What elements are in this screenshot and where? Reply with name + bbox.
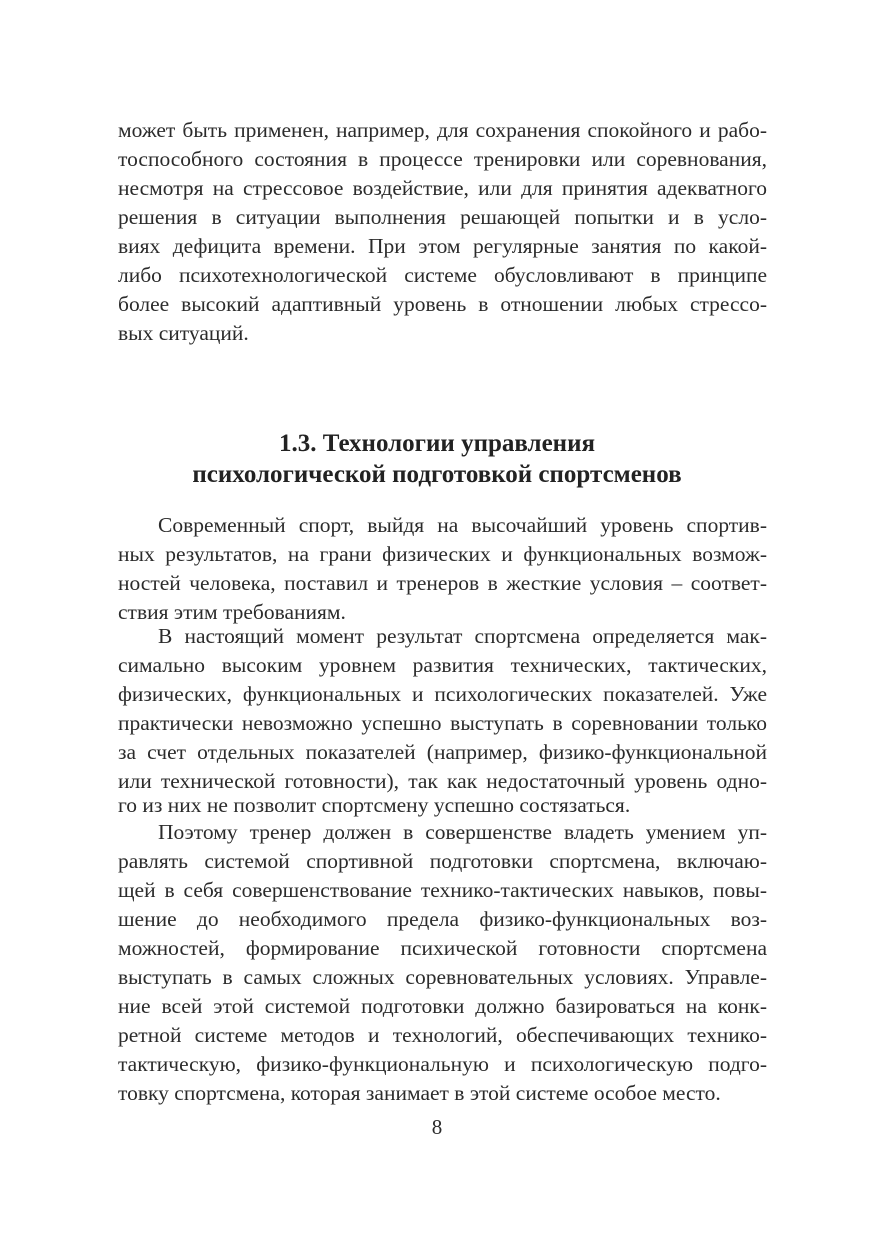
text-line: более высокий адаптивный уровень в отношении любых стрессо- bbox=[118, 292, 767, 316]
text-line: го из них не позволит спортсмену успешно состязаться. bbox=[118, 793, 631, 817]
text-line: практически невозможно успешно выступать в соревновании только bbox=[118, 711, 767, 735]
text-line: ностей человека, поставил и тренеров в жесткие условия – соответ- bbox=[118, 571, 767, 595]
text-line: физических, функциональных и психологических показателей. Уже bbox=[118, 682, 767, 706]
text-line: В настоящий момент результат спортсмена определяется мак- bbox=[158, 624, 767, 648]
page-number: 8 bbox=[431, 1115, 443, 1139]
text-line: тактическую, физико-функциональную и психологическую подго- bbox=[118, 1052, 767, 1076]
section-heading-line: 1.3. Технологии управления bbox=[278, 430, 595, 457]
text-line: Поэтому тренер должен в совершенстве владеть умением уп- bbox=[158, 820, 767, 844]
text-line: шение до необходимого предела физико-функциональных воз- bbox=[118, 907, 767, 931]
text-line: можностей, формирование психической готовности спортсмена bbox=[118, 936, 767, 960]
text-line: вых ситуаций. bbox=[118, 321, 249, 345]
text-line: или технической готовности), так как недостаточный уровень одно- bbox=[118, 769, 767, 793]
text-line: либо психотехнологической системе обусловливают в принципе bbox=[118, 263, 767, 287]
text-line: Современный спорт, выйдя на высочайший уровень спортив- bbox=[158, 513, 767, 537]
text-line: ние всей этой системой подготовки должно базироваться на конк- bbox=[118, 994, 767, 1018]
text-line: за счет отдельных показателей (например, физико-функциональной bbox=[118, 740, 767, 764]
text-line: тоспособного состояния в процессе тренировки или соревнования, bbox=[118, 147, 767, 171]
text-line: решения в ситуации выполнения решающей попытки и в усло- bbox=[118, 205, 767, 229]
text-line: выступать в самых сложных соревновательных условиях. Управле- bbox=[118, 965, 767, 989]
text-line: товку спортсмена, которая занимает в этой системе особое место. bbox=[118, 1081, 721, 1105]
text-line: ных результатов, на грани физических и функциональных возмож- bbox=[118, 542, 767, 566]
text-line: симально высоким уровнем развития технических, тактических, bbox=[118, 653, 767, 677]
text-line: ретной системе методов и технологий, обеспечивающих технико- bbox=[118, 1023, 767, 1047]
section-heading-line: психологической подготовкой спортсменов bbox=[192, 461, 682, 488]
text-line: ствия этим требованиям. bbox=[118, 600, 346, 624]
text-line: щей в себя совершенствование технико-тактических навыков, повы- bbox=[118, 878, 767, 902]
text-line: равлять системой спортивной подготовки спортсмена, включаю- bbox=[118, 849, 767, 873]
text-line: виях дефицита времени. При этом регулярные занятия по какой- bbox=[118, 234, 767, 258]
text-line: несмотря на стрессовое воздействие, или для принятия адекватного bbox=[118, 176, 767, 200]
text-line: может быть применен, например, для сохранения спокойного и рабо- bbox=[118, 118, 767, 142]
